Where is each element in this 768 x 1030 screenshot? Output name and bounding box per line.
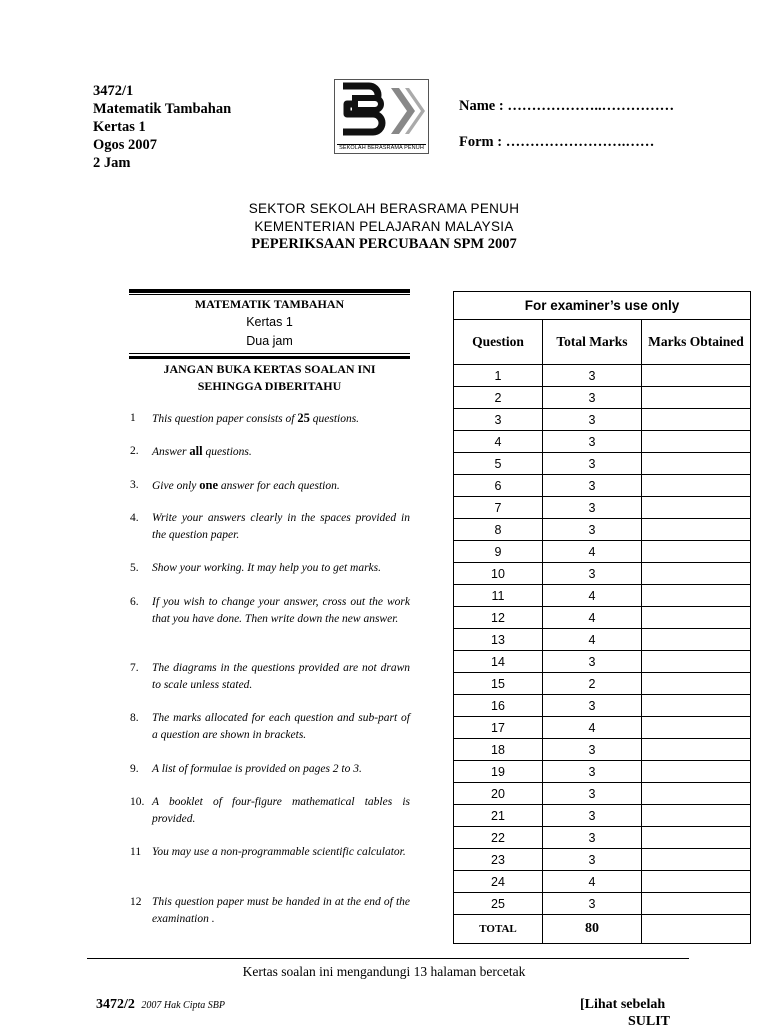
total-marks-cell: 3 <box>543 651 642 673</box>
cover-paper: Kertas 1 <box>246 315 293 329</box>
paper-duration: 2 Jam <box>93 155 131 171</box>
divider <box>129 353 410 354</box>
total-value: 80 <box>543 915 642 944</box>
logo-caption: SEKOLAH BERASRAMA PENUH <box>337 144 426 151</box>
column-header-total-marks: Total Marks <box>543 320 642 365</box>
question-number-cell: 18 <box>454 739 543 761</box>
question-number-cell: 20 <box>454 783 543 805</box>
instruction-number: 6. <box>130 596 139 608</box>
marks-obtained-cell[interactable] <box>642 475 751 497</box>
total-marks-cell: 3 <box>543 761 642 783</box>
marks-obtained-cell[interactable] <box>642 409 751 431</box>
question-number-cell: 25 <box>454 893 543 915</box>
paper-info <box>93 82 231 172</box>
sector-title: SEKTOR SEKOLAH BERASRAMA PENUH <box>248 201 520 216</box>
footer-code <box>96 996 225 1013</box>
total-marks-cell: 3 <box>543 453 642 475</box>
total-marks-cell: 3 <box>543 739 642 761</box>
paper-date: Ogos 2007 <box>93 137 158 153</box>
paper-number: Kertas 1 <box>93 119 146 135</box>
table-row <box>454 651 751 673</box>
divider <box>129 356 410 359</box>
marks-obtained-cell[interactable] <box>642 387 751 409</box>
name-field[interactable]: Name : ………………..…………… <box>459 98 675 114</box>
total-marks-cell: 3 <box>543 387 642 409</box>
total-marks-cell: 3 <box>543 783 642 805</box>
question-number-cell: 22 <box>454 827 543 849</box>
total-marks-cell: 3 <box>543 519 642 541</box>
table-row <box>454 409 751 431</box>
total-marks-cell: 3 <box>543 893 642 915</box>
table-row <box>454 365 751 387</box>
marks-obtained-cell[interactable] <box>642 783 751 805</box>
instruction-item: 4. Write your answers clearly in the spaces provided in the question paper. <box>130 512 410 541</box>
total-obtained-cell[interactable] <box>642 915 751 944</box>
table-row <box>454 387 751 409</box>
marks-obtained-cell[interactable] <box>642 585 751 607</box>
question-number-cell: 1 <box>454 365 543 387</box>
instruction-item: 9. A list of formulae is provided on pages 2 to 3. <box>130 761 410 778</box>
instruction-item: 10. A booklet of four-figure mathematical tables is provided. <box>130 796 410 825</box>
table-row <box>454 497 751 519</box>
marks-obtained-cell[interactable] <box>642 717 751 739</box>
question-number-cell: 16 <box>454 695 543 717</box>
divider <box>129 294 410 295</box>
question-number-cell: 3 <box>454 409 543 431</box>
instruction-item: 3. Give only one answer for each question. <box>130 478 340 492</box>
total-marks-cell: 4 <box>543 585 642 607</box>
marks-obtained-cell[interactable] <box>642 827 751 849</box>
question-number-cell: 2 <box>454 387 543 409</box>
warning-line-1: JANGAN BUKA KERTAS SOALAN INI <box>163 362 376 376</box>
total-marks-cell: 4 <box>543 541 642 563</box>
table-row <box>454 431 751 453</box>
turn-over-label: [Lihat sebelah <box>580 997 666 1012</box>
total-marks-cell: 3 <box>543 827 642 849</box>
marks-obtained-cell[interactable] <box>642 651 751 673</box>
cover-duration: Dua jam <box>246 334 293 348</box>
examiner-table-caption: For examiner’s use only <box>454 292 751 320</box>
table-row <box>454 761 751 783</box>
total-marks-cell: 3 <box>543 805 642 827</box>
question-number-cell: 7 <box>454 497 543 519</box>
marks-obtained-cell[interactable] <box>642 607 751 629</box>
footer-right <box>580 996 670 1030</box>
table-row <box>454 541 751 563</box>
ministry-title: KEMENTERIAN PELAJARAN MALAYSIA <box>254 219 514 234</box>
marks-obtained-cell[interactable] <box>642 497 751 519</box>
instruction-number: 7. <box>130 662 139 674</box>
question-number-cell: 15 <box>454 673 543 695</box>
total-marks-cell: 4 <box>543 871 642 893</box>
table-row <box>454 827 751 849</box>
marks-obtained-cell[interactable] <box>642 739 751 761</box>
instruction-item: 1 This question paper consists of 25 questions. <box>130 411 360 425</box>
instruction-number: 3. <box>130 479 139 491</box>
total-marks-cell: 3 <box>543 849 642 871</box>
table-row <box>454 673 751 695</box>
question-number-cell: 10 <box>454 563 543 585</box>
question-number-cell: 12 <box>454 607 543 629</box>
table-row <box>454 519 751 541</box>
total-marks-cell: 3 <box>543 563 642 585</box>
instruction-number: 8. <box>130 712 139 724</box>
question-number-cell: 11 <box>454 585 543 607</box>
total-marks-cell: 4 <box>543 629 642 651</box>
copyright-text: 2007 Hak Cipta SBP <box>141 1000 225 1011</box>
total-marks-cell: 3 <box>543 475 642 497</box>
instruction-number: 1 <box>130 412 136 424</box>
sbp-logo <box>334 79 429 154</box>
total-marks-cell: 3 <box>543 431 642 453</box>
instruction-number: 4. <box>130 512 139 524</box>
instruction-item: 2. Answer all questions. <box>130 444 252 458</box>
total-label: TOTAL <box>454 915 543 944</box>
question-number-cell: 14 <box>454 651 543 673</box>
table-row <box>454 629 751 651</box>
total-marks-cell: 4 <box>543 607 642 629</box>
table-row <box>454 453 751 475</box>
instruction-item: 12 This question paper must be handed in at the end of the examination . <box>130 896 410 925</box>
total-row <box>454 915 751 944</box>
sbp-logo-icon <box>335 80 428 142</box>
marks-obtained-cell[interactable] <box>642 805 751 827</box>
question-number-cell: 21 <box>454 805 543 827</box>
table-row <box>454 893 751 915</box>
instruction-item: 7. The diagrams in the questions provided are not drawn to scale unless stated. <box>130 662 410 691</box>
instruction-number: 12 <box>130 896 142 908</box>
total-marks-cell: 4 <box>543 717 642 739</box>
question-number-cell: 9 <box>454 541 543 563</box>
warning-line-2: SEHINGGA DIBERITAHU <box>197 379 342 393</box>
marks-obtained-cell[interactable] <box>642 695 751 717</box>
marks-obtained-cell[interactable] <box>642 365 751 387</box>
total-marks-cell: 3 <box>543 497 642 519</box>
table-row <box>454 563 751 585</box>
instruction-number: 2. <box>130 445 139 457</box>
table-row <box>454 717 751 739</box>
examiner-table-body <box>454 365 751 915</box>
table-row <box>454 475 751 497</box>
marks-obtained-cell[interactable] <box>642 431 751 453</box>
column-header-question: Question <box>454 320 543 365</box>
question-number-cell: 13 <box>454 629 543 651</box>
total-marks-cell: 3 <box>543 409 642 431</box>
question-number-cell: 17 <box>454 717 543 739</box>
question-number-cell: 19 <box>454 761 543 783</box>
page-count-note: Kertas soalan ini mengandungi 13 halaman bercetak <box>242 964 526 979</box>
table-row <box>454 783 751 805</box>
instruction-item: 5. Show your working. It may help you to get marks. <box>130 560 410 577</box>
table-row <box>454 607 751 629</box>
table-row <box>454 739 751 761</box>
instruction-number: 11 <box>130 846 142 858</box>
total-marks-cell: 3 <box>543 365 642 387</box>
instruction-item: 8. The marks allocated for each question and sub-part of a question are shown in brackets. <box>130 712 410 741</box>
table-row <box>454 695 751 717</box>
exam-title: PEPERIKSAAN PERCUBAAN SPM 2007 <box>251 236 517 252</box>
table-row <box>454 849 751 871</box>
column-header-marks-obtained: Marks Obtained <box>642 320 751 365</box>
cover-subject: MATEMATIK TAMBAHAN <box>194 297 345 311</box>
total-marks-cell: 3 <box>543 695 642 717</box>
classification-label: SULIT <box>628 1014 671 1029</box>
paper-code: 3472/1 <box>93 83 134 99</box>
marks-obtained-cell[interactable] <box>642 629 751 651</box>
table-row <box>454 585 751 607</box>
marks-obtained-cell[interactable] <box>642 673 751 695</box>
table-row <box>454 871 751 893</box>
marks-obtained-cell[interactable] <box>642 761 751 783</box>
footer-paper-code: 3472/2 <box>96 997 135 1012</box>
instruction-number: 10. <box>130 796 145 808</box>
marks-obtained-cell[interactable] <box>642 541 751 563</box>
instruction-number: 9. <box>130 763 139 775</box>
question-number-cell: 24 <box>454 871 543 893</box>
paper-subject: Matematik Tambahan <box>93 101 232 117</box>
table-row <box>454 805 751 827</box>
marks-obtained-cell[interactable] <box>642 563 751 585</box>
question-number-cell: 23 <box>454 849 543 871</box>
instruction-item: 6. If you wish to change your answer, cross out the work that you have done. Then write down the new answer. <box>130 596 410 625</box>
marks-obtained-cell[interactable] <box>642 871 751 893</box>
question-number-cell: 5 <box>454 453 543 475</box>
total-marks-cell: 2 <box>543 673 642 695</box>
form-field[interactable]: Form : …………………….…… <box>459 134 655 150</box>
marks-obtained-cell[interactable] <box>642 519 751 541</box>
marks-obtained-cell[interactable] <box>642 893 751 915</box>
instruction-item: 11 You may use a non-programmable scientific calculator. <box>130 844 410 861</box>
examiner-table <box>453 291 751 944</box>
instruction-number: 5. <box>130 562 139 574</box>
divider <box>129 289 410 293</box>
marks-obtained-cell[interactable] <box>642 849 751 871</box>
marks-obtained-cell[interactable] <box>642 453 751 475</box>
question-number-cell: 8 <box>454 519 543 541</box>
question-number-cell: 6 <box>454 475 543 497</box>
footer-divider <box>87 958 689 959</box>
question-number-cell: 4 <box>454 431 543 453</box>
